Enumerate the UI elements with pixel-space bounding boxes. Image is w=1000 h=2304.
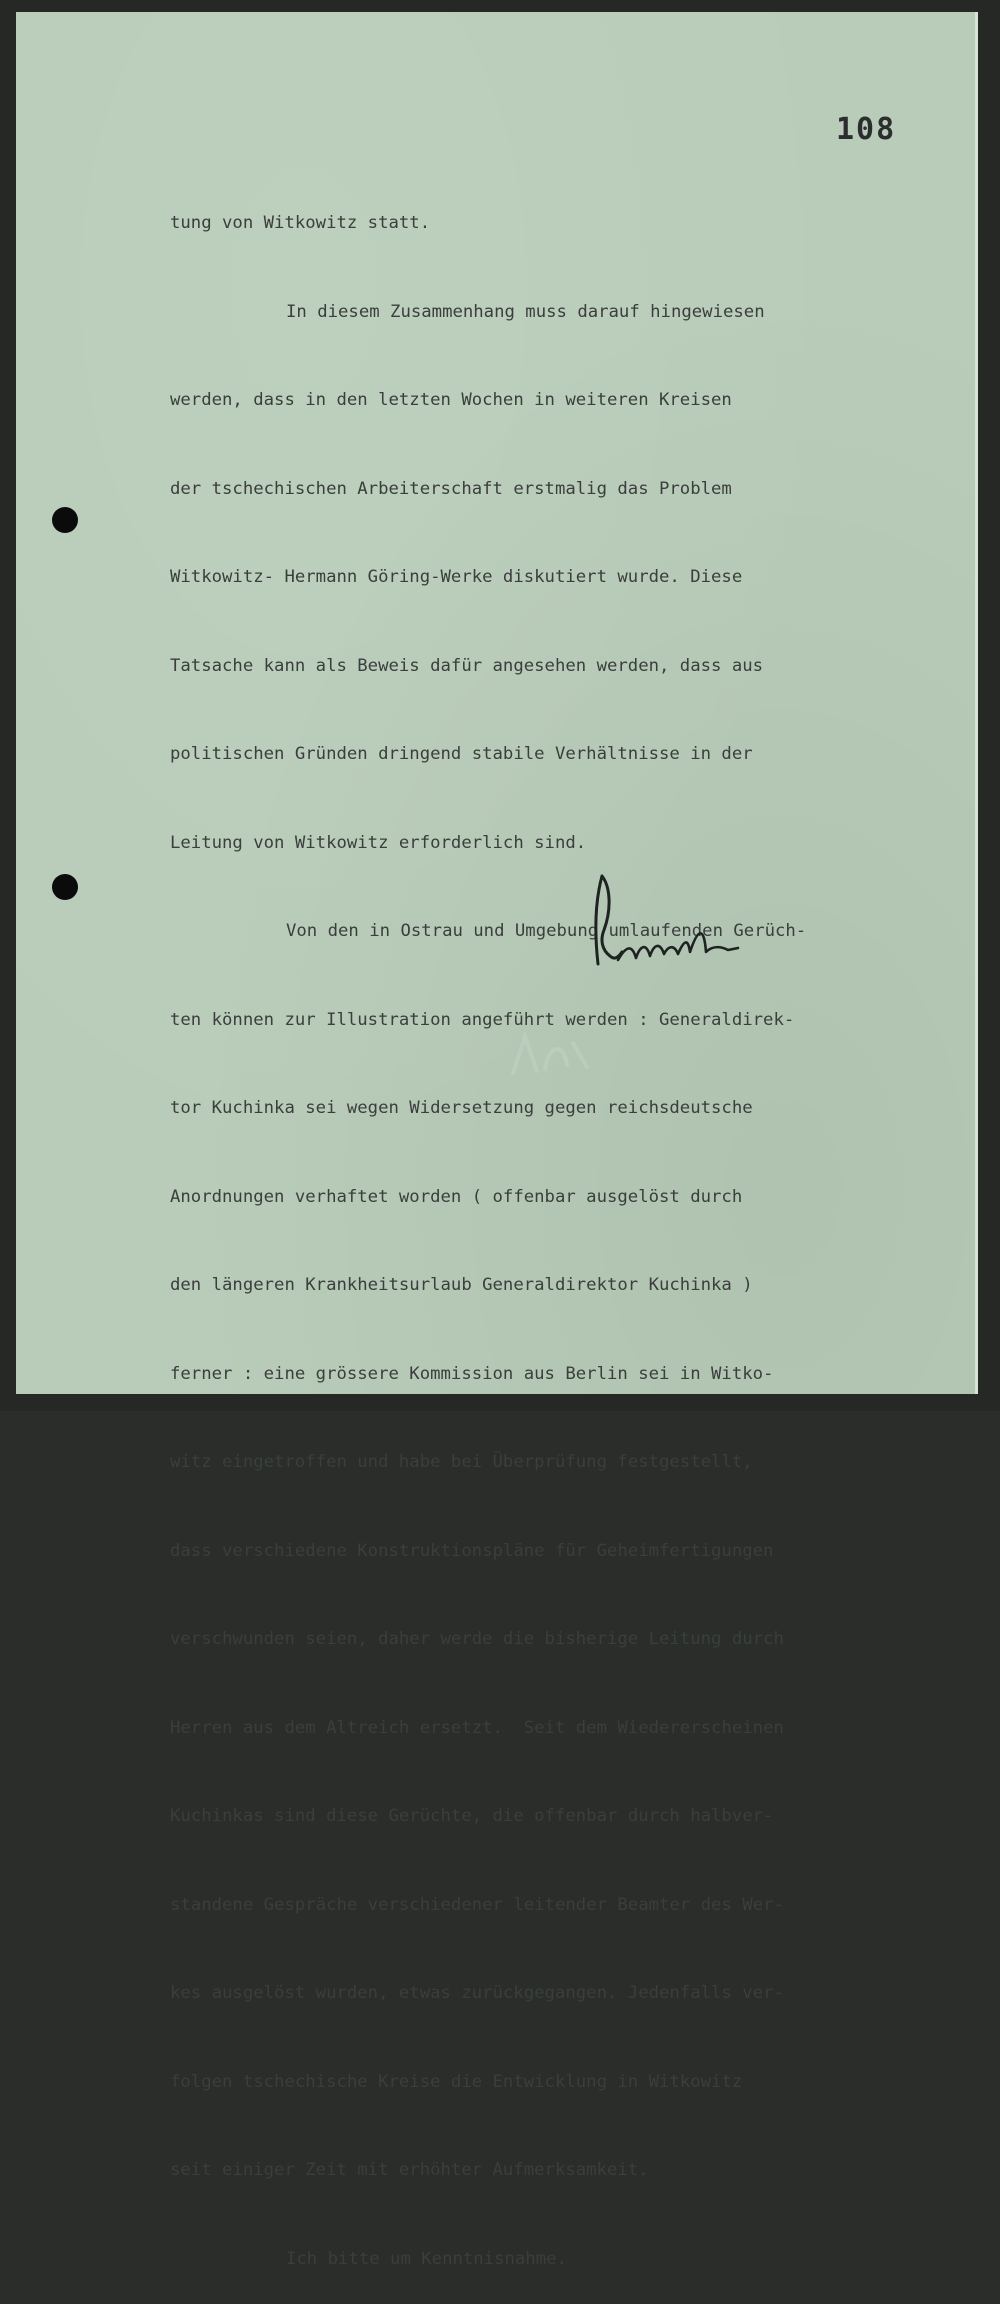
handwritten-signature	[588, 868, 748, 973]
text-line: Tatsache kann als Beweis dafür angesehen werden, dass aus	[170, 655, 764, 676]
punch-hole-lower	[52, 874, 78, 900]
text-line: verschwunden seien, daher werde die bisherige Leitung durch	[170, 1629, 784, 1649]
text-line: seit einiger Zeit mit erhöhter Aufmerksamkeit.	[170, 2160, 649, 2180]
text-line: werden, dass in den letzten Wochen in weiteren Kreisen	[170, 390, 732, 410]
text-line: Witkowitz- Hermann Göring-Werke diskutiert wurde. Diese	[170, 567, 743, 587]
text-line: politischen Gründen dringend stabile Verhältnisse in der	[170, 744, 753, 764]
text-line: den längeren Krankheitsurlaub Generaldirektor Kuchinka )	[170, 1275, 753, 1295]
page-number: 108	[836, 112, 897, 147]
text-line: Anordnungen verhaftet worden ( offenbar ausgelöst durch	[170, 1186, 743, 1207]
text-line: tung von Witkowitz statt.	[170, 213, 431, 233]
text-line: In diesem Zusammenhang muss darauf hingewiesen	[286, 301, 765, 322]
text-line: witz eingetroffen und habe bei Überprüfung festgestellt,	[170, 1452, 753, 1472]
text-line: Ich bitte um Kenntnisnahme.	[286, 2248, 567, 2269]
text-line: Von den in Ostrau und Umgebung umlaufenden Gerüch-	[286, 921, 807, 941]
text-line: ten können zur Illustration angeführt werden : Generaldirek-	[170, 1009, 795, 1030]
faded-stamp-mark	[505, 1025, 595, 1085]
text-line: Herren aus dem Altreich ersetzt. Seit dem Wiedererscheinen	[170, 1717, 784, 1738]
text-line: dass verschiedene Konstruktionspläne für Geheimfertigungen	[170, 1540, 774, 1561]
text-line: kes ausgelöst wurden, etwas zurückgegangen. Jedenfalls ver-	[170, 1983, 784, 2003]
text-line: Kuchinkas sind diese Gerüchte, die offenbar durch halbver-	[170, 1806, 774, 1826]
text-line: standene Gespräche verschiedener leitender Beamter des Wer-	[170, 1894, 784, 1915]
text-line: ferner : eine grössere Kommission aus Berlin sei in Witko-	[170, 1363, 774, 1384]
text-line: Leitung von Witkowitz erforderlich sind.	[170, 832, 587, 853]
text-line: tor Kuchinka sei wegen Widersetzung gegen reichsdeutsche	[170, 1098, 753, 1118]
letter-body	[170, 150, 930, 2304]
text-line: der tschechischen Arbeiterschaft erstmalig das Problem	[170, 478, 732, 499]
text-line: folgen tschechische Kreise die Entwicklung in Witkowitz	[170, 2071, 743, 2092]
punch-hole-upper	[52, 507, 78, 533]
